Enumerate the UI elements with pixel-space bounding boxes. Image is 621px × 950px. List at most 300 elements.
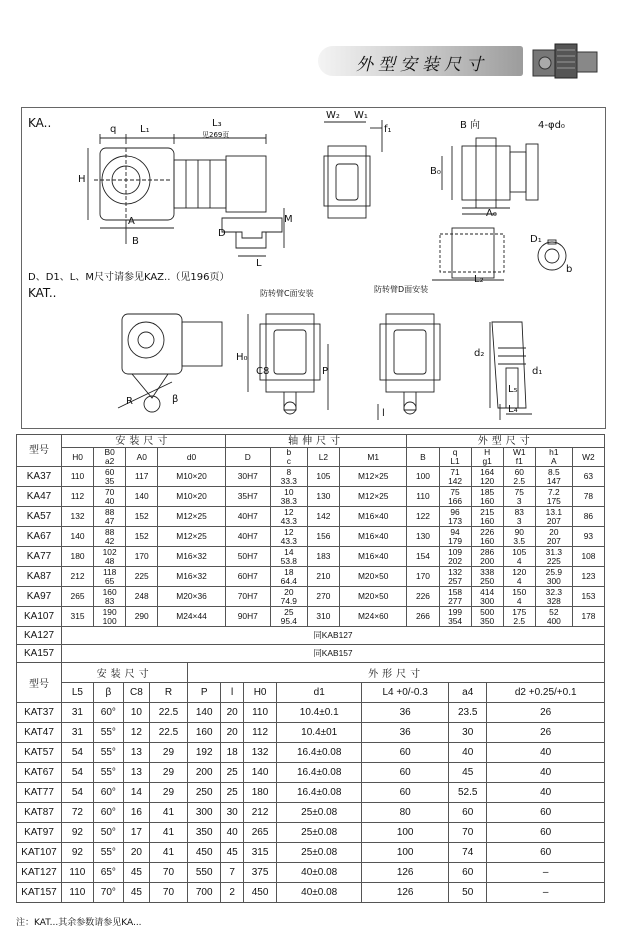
table-cell: 16.4±0.08 [277, 763, 362, 783]
table-cell: 40±0.08 [277, 863, 362, 883]
table-cell: 350 [188, 823, 221, 843]
table-cell: M16×40 [339, 507, 406, 527]
table-cell: 70 [149, 863, 187, 883]
table-row [17, 487, 605, 507]
model-cell: KAT107 [17, 843, 62, 863]
dim-a: A [128, 216, 135, 227]
table-cell: 315 [244, 843, 277, 863]
table-cell: 16.4±0.08 [277, 743, 362, 763]
table-cell: 45 [123, 883, 149, 903]
table-cell: 13.1 207 [535, 507, 572, 527]
holes-label: 4-φd₀ [538, 120, 565, 131]
model-cell: KAT97 [17, 823, 62, 843]
outline-group-header: 外型尺寸 [407, 435, 605, 448]
table-cell: 17 [123, 823, 149, 843]
dim-h: H [78, 174, 86, 185]
table-cell: 20 [123, 843, 149, 863]
model-cell: KAT87 [17, 803, 62, 823]
table-cell: 110 [244, 703, 277, 723]
table-cell: 74 [449, 843, 487, 863]
table-cell: 40±0.08 [277, 883, 362, 903]
table-cell: 270 [307, 587, 339, 607]
table-row [17, 567, 605, 587]
table-cell: 40 [449, 743, 487, 763]
table-cell: 100 [407, 467, 439, 487]
table-cell: 12 [123, 723, 149, 743]
table-cell: 54 [62, 763, 94, 783]
table-cell: 170 [407, 567, 439, 587]
kat-model-label: KAT.. [28, 286, 57, 300]
dim-l4: L₄ [508, 404, 518, 415]
table-cell: 120 4 [503, 567, 535, 587]
table-cell: 60 2.5 [503, 467, 535, 487]
table-cell: M16×32 [158, 547, 225, 567]
column-header: a4 [449, 683, 487, 703]
table-cell: 10.4±01 [277, 723, 362, 743]
table-cell: 90H7 [225, 607, 270, 627]
table-cell: 164 120 [471, 467, 503, 487]
model-cell: KA67 [17, 527, 62, 547]
table-cell: 31 [62, 723, 94, 743]
column-header: d2 +0.25/+0.1 [487, 683, 605, 703]
table-cell: 265 [62, 587, 94, 607]
table-cell: 50° [93, 823, 123, 843]
table-cell: 40 [487, 783, 605, 803]
table-cell: 60 [362, 763, 449, 783]
table-cell: 215 160 [471, 507, 503, 527]
table-cell: 78 [572, 487, 604, 507]
table-cell: 130 [407, 527, 439, 547]
table-cell: 92 [62, 823, 94, 843]
table-cell: 55° [93, 763, 123, 783]
table-row [17, 743, 605, 763]
table-cell: 30 [449, 723, 487, 743]
column-header: d1 [277, 683, 362, 703]
table-cell: 75 166 [439, 487, 471, 507]
table-cell: 10 38.3 [270, 487, 307, 507]
table-cell: 112 [244, 723, 277, 743]
dim-a0: A₀ [486, 208, 497, 219]
table-cell: 315 [62, 607, 94, 627]
table-cell: 60 35 [94, 467, 126, 487]
table-cell: 29 [149, 783, 187, 803]
table-cell: 170 [126, 547, 158, 567]
table-cell: 132 257 [439, 567, 471, 587]
table-cell: – [487, 863, 605, 883]
table-row [17, 703, 605, 723]
table-cell: 10.4±0.1 [277, 703, 362, 723]
table-cell: M20×36 [158, 587, 225, 607]
table-cell: M12×25 [158, 527, 225, 547]
table-cell: 110 [62, 863, 94, 883]
table-cell: 75 3 [503, 487, 535, 507]
table-cell: 153 [572, 587, 604, 607]
table-cell: 266 [407, 607, 439, 627]
table-cell: 140 [244, 763, 277, 783]
dim-d: D [218, 228, 226, 239]
table-cell: 130 [307, 487, 339, 507]
table-cell: M12×25 [339, 487, 406, 507]
model-cell: KA47 [17, 487, 62, 507]
table-cell: 18 64.4 [270, 567, 307, 587]
table-cell: 60° [93, 703, 123, 723]
dim-w2: W₂ [326, 110, 340, 121]
table-row [17, 607, 605, 627]
dim-l2: L₂ [474, 274, 484, 285]
table-row [17, 783, 605, 803]
column-header: q L1 [439, 448, 471, 467]
table-cell: 132 [244, 743, 277, 763]
table-cell: 100 [362, 843, 449, 863]
dim-p: P [322, 366, 329, 377]
title-banner [318, 46, 523, 76]
table-cell: – [487, 883, 605, 903]
install-group-header: 安装尺寸 [62, 435, 226, 448]
table-cell: 55° [93, 723, 123, 743]
column-header: H0 [244, 683, 277, 703]
table-row [17, 507, 605, 527]
table-cell: 414 300 [471, 587, 503, 607]
table-cell: 29 [149, 763, 187, 783]
column-header: C8 [123, 683, 149, 703]
table-cell: 29 [149, 743, 187, 763]
kat-dimension-table [16, 662, 605, 903]
column-header: B0 a2 [94, 448, 126, 467]
table-cell: 12 43.3 [270, 507, 307, 527]
dim-b: B [132, 236, 139, 247]
table-cell: 117 [126, 467, 158, 487]
table-cell: 26 [487, 703, 605, 723]
shaft-group-header: 轴伸尺寸 [225, 435, 407, 448]
table-cell: 70 [149, 883, 187, 903]
table-cell: 55° [93, 843, 123, 863]
table-row [17, 723, 605, 743]
column-header: l [221, 683, 244, 703]
table-cell: 60 [449, 803, 487, 823]
ka-model-label: KA.. [28, 116, 52, 130]
model-cell: KA127 [17, 627, 62, 645]
table-cell: 175 2.5 [503, 607, 535, 627]
table-cell: 500 350 [471, 607, 503, 627]
table-cell: 140 [188, 703, 221, 723]
dim-d1: D₁ [530, 234, 542, 245]
column-header: W1 f1 [503, 448, 535, 467]
model-cell: KAT37 [17, 703, 62, 723]
table-cell: 52.5 [449, 783, 487, 803]
table-cell: 160 [188, 723, 221, 743]
table-cell: M20×50 [339, 567, 406, 587]
table-cell: 72 [62, 803, 94, 823]
table-cell: 86 [572, 507, 604, 527]
table-cell: 70 [449, 823, 487, 843]
dim-l1: L₁ [140, 124, 150, 135]
table-cell: 123 [572, 567, 604, 587]
table-cell: 178 [572, 607, 604, 627]
table-cell: 183 [307, 547, 339, 567]
table-cell: 140 [126, 487, 158, 507]
table-cell: 112 [62, 487, 94, 507]
table-cell: 210 [307, 567, 339, 587]
table-cell: 80 [362, 803, 449, 823]
table-cell: 88 47 [94, 507, 126, 527]
table-cell: 132 [62, 507, 94, 527]
column-header: W2 [572, 448, 604, 467]
table-cell: 70H7 [225, 587, 270, 607]
table-cell: 375 [244, 863, 277, 883]
column-header: b c [270, 448, 307, 467]
table-cell: 60° [93, 803, 123, 823]
model-cell: KA97 [17, 587, 62, 607]
table-row [17, 803, 605, 823]
table-cell: 265 [244, 823, 277, 843]
table-cell: 63 [572, 467, 604, 487]
table-cell: M16×32 [158, 567, 225, 587]
model-cell: KA37 [17, 467, 62, 487]
model-cell: KAT67 [17, 763, 62, 783]
ka-dimension-table [16, 434, 605, 663]
table-cell: 35H7 [225, 487, 270, 507]
table-cell: 248 [126, 587, 158, 607]
table-cell: 226 160 [471, 527, 503, 547]
table-cell: 60 [362, 743, 449, 763]
table-cell: 70° [93, 883, 123, 903]
table-cell: 212 [244, 803, 277, 823]
table-cell: 41 [149, 803, 187, 823]
table-cell: 126 [362, 863, 449, 883]
table-cell: 94 179 [439, 527, 471, 547]
table-cell: 60H7 [225, 567, 270, 587]
column-header: P [188, 683, 221, 703]
table-row [17, 527, 605, 547]
table-cell: 25 95.4 [270, 607, 307, 627]
table-cell: 2 [221, 883, 244, 903]
table-cell: M16×40 [339, 527, 406, 547]
model-cell: KAT47 [17, 723, 62, 743]
table-cell: 54 [62, 783, 94, 803]
table-cell: 109 202 [439, 547, 471, 567]
column-header: L4 +0/-0.3 [362, 683, 449, 703]
table-cell: 41 [149, 823, 187, 843]
table-cell: 13 [123, 743, 149, 763]
table-cell: 26 [487, 723, 605, 743]
table-cell: 290 [126, 607, 158, 627]
table-cell: M12×25 [339, 467, 406, 487]
table-cell: 700 [188, 883, 221, 903]
table-cell: M20×50 [339, 587, 406, 607]
column-header: D [225, 448, 270, 467]
table-cell: 102 48 [94, 547, 126, 567]
dimension-drawing [21, 107, 606, 429]
table-cell: 25±0.08 [277, 843, 362, 863]
table-cell: 30H7 [225, 467, 270, 487]
table-cell: 23.5 [449, 703, 487, 723]
table-cell: 25±0.08 [277, 823, 362, 843]
dim-l3: L₃ [212, 118, 222, 129]
table-cell: M24×44 [158, 607, 225, 627]
table-cell: 25±0.08 [277, 803, 362, 823]
dim-b0: B₀ [430, 166, 441, 177]
table-cell: 152 [126, 507, 158, 527]
table-cell: 70 40 [94, 487, 126, 507]
table-row [17, 883, 605, 903]
table-cell: 50H7 [225, 547, 270, 567]
table-cell: 110 [62, 883, 94, 903]
table-cell: 31.3 225 [535, 547, 572, 567]
table-cell: 7 [221, 863, 244, 883]
model-header: 型号 [17, 435, 62, 467]
table-cell: 199 354 [439, 607, 471, 627]
table-cell: 156 [307, 527, 339, 547]
table-cell: 88 42 [94, 527, 126, 547]
table-cell: 20 207 [535, 527, 572, 547]
table-row [17, 467, 605, 487]
table-cell: 14 53.8 [270, 547, 307, 567]
column-header: L2 [307, 448, 339, 467]
table-cell: 12 43.3 [270, 527, 307, 547]
table-cell: 30 [221, 803, 244, 823]
model-cell: KAT57 [17, 743, 62, 763]
column-header: h1 A [535, 448, 572, 467]
dim-l-small: l [382, 408, 385, 419]
table-cell: 90 3.5 [503, 527, 535, 547]
dim-bb: b [566, 264, 573, 275]
table-cell: 158 277 [439, 587, 471, 607]
dim-d1k: d₁ [532, 366, 543, 377]
table-cell: 152 [126, 527, 158, 547]
dim-m: M [284, 214, 293, 225]
model-cell: KA87 [17, 567, 62, 587]
table-cell: 60 [487, 823, 605, 843]
table-cell: 105 [307, 467, 339, 487]
table-cell: 20 [221, 723, 244, 743]
table-row [17, 645, 605, 663]
table-cell: 190 100 [94, 607, 126, 627]
table-cell: M12×25 [158, 507, 225, 527]
table-cell: 25 [221, 763, 244, 783]
model-cell: KAT77 [17, 783, 62, 803]
table-cell: M24×60 [339, 607, 406, 627]
table-cell: 60° [93, 783, 123, 803]
table-cell: 25.9 300 [535, 567, 572, 587]
table-cell: 450 [188, 843, 221, 863]
column-header: A0 [126, 448, 158, 467]
table-cell: 22.5 [149, 723, 187, 743]
table-row [17, 843, 605, 863]
table-cell: 118 65 [94, 567, 126, 587]
table-cell: 226 [407, 587, 439, 607]
model-cell: KAT157 [17, 883, 62, 903]
model-cell: KA57 [17, 507, 62, 527]
table-cell: M16×40 [339, 547, 406, 567]
table-cell: 52 400 [535, 607, 572, 627]
table-cell: 200 [188, 763, 221, 783]
dim-w1: W₁ [354, 110, 368, 121]
table-cell: M10×20 [158, 467, 225, 487]
table-row [17, 587, 605, 607]
column-header: H g1 [471, 448, 503, 467]
table-cell: 55° [93, 743, 123, 763]
table-cell: 192 [188, 743, 221, 763]
table-cell: 83 3 [503, 507, 535, 527]
dim-l: L [256, 258, 262, 269]
dim-c8: C8 [256, 366, 270, 377]
table-cell: 212 [62, 567, 94, 587]
table-cell: 185 160 [471, 487, 503, 507]
table-cell: 71 142 [439, 467, 471, 487]
table-cell: 60 [487, 843, 605, 863]
table-cell: 20 [221, 703, 244, 723]
table-cell: 108 [572, 547, 604, 567]
kaz-reference-note: D、D1、L、M尺寸请参见KAZ..（见196页） [28, 272, 230, 283]
dim-l5: L₅ [508, 384, 518, 395]
table-cell: 36 [362, 723, 449, 743]
same-as-cell: 同KAB127 [62, 627, 605, 645]
table-cell: 154 [407, 547, 439, 567]
table-cell: 310 [307, 607, 339, 627]
table-cell: 110 [407, 487, 439, 507]
table-cell: 31 [62, 703, 94, 723]
model-cell: KAT127 [17, 863, 62, 883]
table-cell: 60 [487, 803, 605, 823]
table-cell: 450 [244, 883, 277, 903]
outline-group-header: 外形尺寸 [188, 663, 605, 683]
l3-note: 见269页 [202, 131, 230, 139]
table-cell: 338 250 [471, 567, 503, 587]
model-header: 型号 [17, 663, 62, 703]
table-cell: 16 [123, 803, 149, 823]
dim-f1: f₁ [384, 124, 392, 135]
table-cell: 45 [123, 863, 149, 883]
table-cell: 45 [221, 843, 244, 863]
table-cell: 36 [362, 703, 449, 723]
table-cell: 16.4±0.08 [277, 783, 362, 803]
dim-r: R [126, 396, 133, 407]
table-cell: 180 [244, 783, 277, 803]
table-row [17, 763, 605, 783]
column-header: d0 [158, 448, 225, 467]
table-cell: 100 [362, 823, 449, 843]
column-header: R [149, 683, 187, 703]
table-row [17, 863, 605, 883]
table-row [17, 627, 605, 645]
table-cell: 180 [62, 547, 94, 567]
table-cell: 60 [362, 783, 449, 803]
table-cell: 50 [449, 883, 487, 903]
table-cell: 60 [449, 863, 487, 883]
table-cell: 550 [188, 863, 221, 883]
table-cell: 54 [62, 743, 94, 763]
table-cell: 22.5 [149, 703, 187, 723]
table-cell: 14 [123, 783, 149, 803]
page-title: 外型安装尺寸 [356, 55, 488, 75]
table-cell: 126 [362, 883, 449, 903]
table-cell: 122 [407, 507, 439, 527]
same-as-cell: 同KAB157 [62, 645, 605, 663]
table-cell: 96 173 [439, 507, 471, 527]
table-cell: 18 [221, 743, 244, 763]
table-cell: 225 [126, 567, 158, 587]
b-view-label: B 向 [460, 120, 481, 131]
table-cell: 8.5 147 [535, 467, 572, 487]
model-cell: KA107 [17, 607, 62, 627]
table-cell: 65° [93, 863, 123, 883]
table-cell: 25 [221, 783, 244, 803]
table-cell: M10×20 [158, 487, 225, 507]
dim-d2: d₂ [474, 348, 485, 359]
table-cell: 32.3 328 [535, 587, 572, 607]
table-row [17, 823, 605, 843]
table-cell: 40H7 [225, 507, 270, 527]
